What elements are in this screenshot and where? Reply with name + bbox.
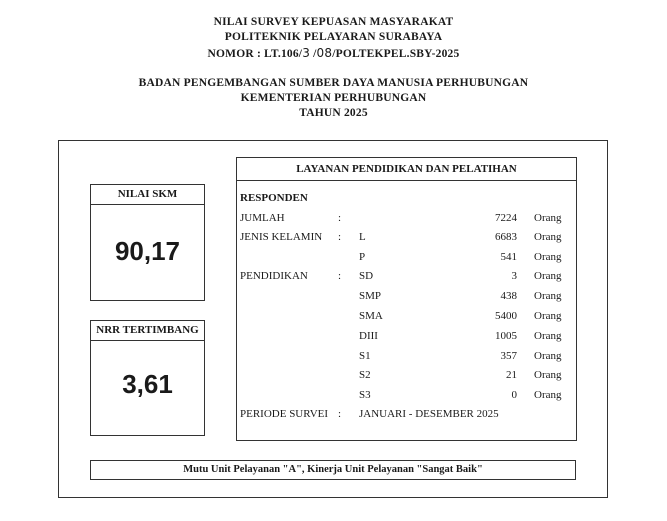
- pendidikan-label: PENDIDIKAN: [240, 270, 308, 282]
- survey-title: NILAI SURVEY KEPUASAN MASYARAKAT: [213, 16, 454, 28]
- institution-name: POLITEKNIK PELAYARAN SURABAYA: [224, 31, 443, 43]
- layanan-title: LAYANAN PENDIDIKAN DAN PELATIHAN: [237, 158, 576, 181]
- count-value: 1005: [495, 330, 517, 342]
- nomor-suffix: /POLTEKPEL.SBY-2025: [332, 48, 460, 60]
- unit-label: Orang: [534, 310, 562, 322]
- unit-label: Orang: [534, 369, 562, 381]
- skm-label: NILAI SKM: [91, 185, 204, 205]
- count-value: 3: [511, 270, 517, 282]
- unit-label: Orang: [534, 290, 562, 302]
- unit-label: Orang: [534, 231, 562, 243]
- responden-heading: RESPONDEN: [240, 192, 308, 204]
- jenis-kelamin-label: JENIS KELAMIN: [240, 231, 323, 243]
- nrr-box: [90, 320, 205, 436]
- category-label: SMA: [359, 310, 383, 322]
- nomor-handwritten-1: 3: [302, 46, 311, 60]
- colon: :: [338, 408, 342, 420]
- count-value: 541: [500, 251, 517, 263]
- jumlah-label: JUMLAH: [240, 212, 285, 224]
- nomor-handwritten-2: 08: [316, 46, 333, 60]
- document-number: [0, 46, 667, 60]
- count-value: 6683: [495, 231, 517, 243]
- unit-label: Orang: [534, 330, 562, 342]
- category-label: S3: [359, 389, 371, 401]
- unit-label: Orang: [534, 350, 562, 362]
- skm-box: [90, 184, 205, 301]
- unit-label: Orang: [534, 251, 562, 263]
- count-value: 357: [500, 350, 517, 362]
- category-label: S1: [359, 350, 371, 362]
- count-value: 21: [506, 369, 517, 381]
- quality-statement: Mutu Unit Pelayanan "A", Kinerja Unit Pelayanan "Sangat Baik": [90, 460, 576, 480]
- count-value: 0: [511, 389, 517, 401]
- survey-year: TAHUN 2025: [299, 107, 368, 119]
- count-value: 5400: [495, 310, 517, 322]
- nomor-prefix: NOMOR : LT.106/: [207, 48, 303, 60]
- category-label: DIII: [359, 330, 378, 342]
- nrr-value: 3,61: [122, 369, 173, 399]
- periode-value: JANUARI - DESEMBER 2025: [359, 408, 499, 420]
- category-label: P: [359, 251, 366, 263]
- count-value: 438: [500, 290, 517, 302]
- unit-label: Orang: [534, 270, 562, 282]
- periode-label: PERIODE SURVEI: [240, 408, 329, 420]
- category-label: L: [359, 231, 366, 243]
- colon: :: [338, 231, 342, 243]
- nrr-label: NRR TERTIMBANG: [91, 321, 204, 341]
- category-label: SMP: [359, 290, 382, 302]
- category-label: SD: [359, 270, 374, 282]
- skm-value: 90,17: [114, 236, 181, 266]
- colon: :: [338, 212, 342, 224]
- unit-label: Orang: [534, 389, 562, 401]
- unit-label: Orang: [534, 212, 562, 224]
- category-label: S2: [359, 369, 371, 381]
- agency-name: BADAN PENGEMBANGAN SUMBER DAYA MANUSIA PERHUBUNGAN: [138, 77, 529, 89]
- ministry-name: KEMENTERIAN PERHUBUNGAN: [240, 92, 427, 104]
- jumlah-value: 7224: [495, 212, 517, 224]
- nomor-mid: /: [310, 48, 317, 60]
- colon: :: [338, 270, 342, 282]
